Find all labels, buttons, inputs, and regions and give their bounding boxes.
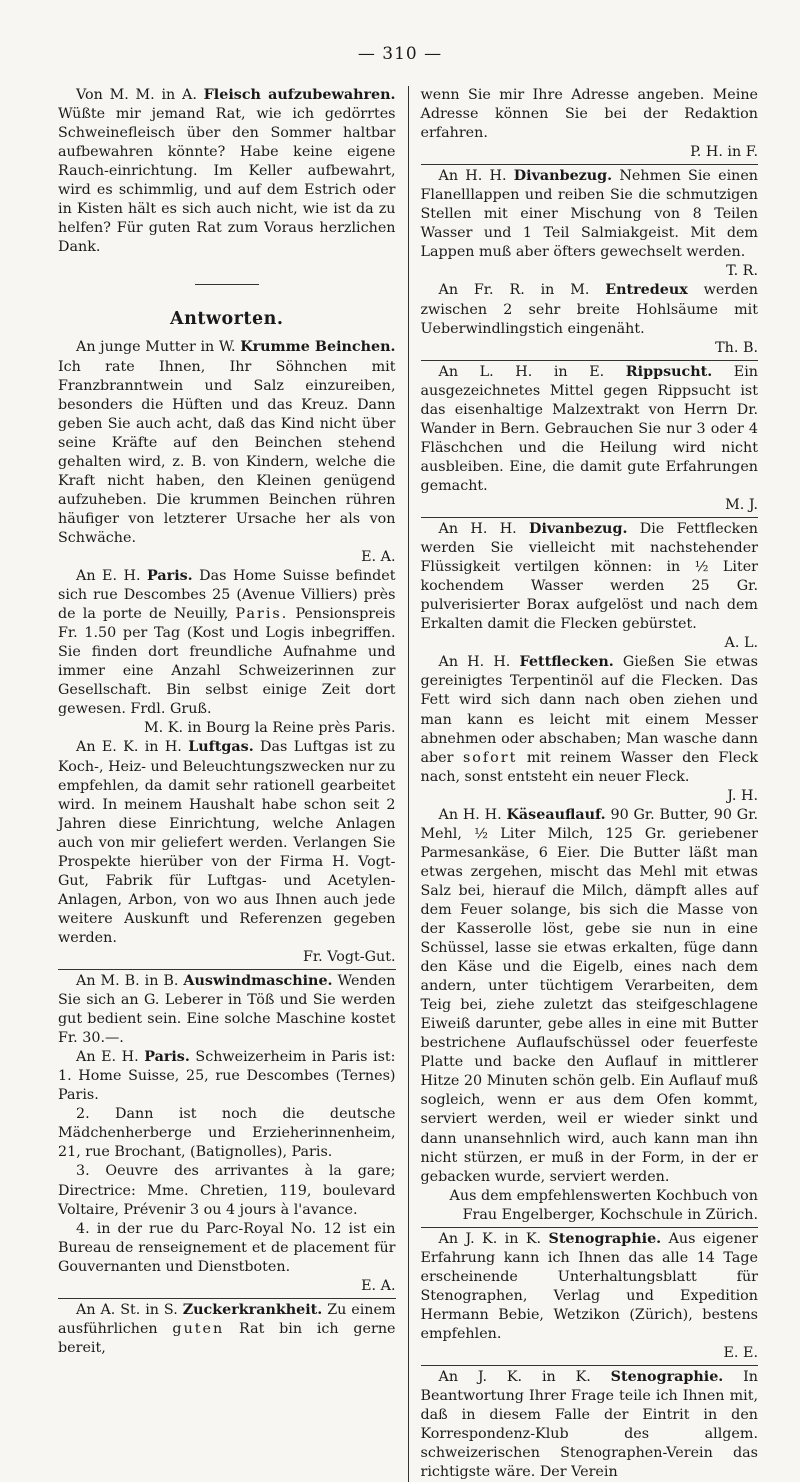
answer-prefix: An E. K. in H.	[76, 739, 182, 756]
answer-prefix: An L. H. in E.	[438, 363, 605, 380]
answer-divanbezug-2	[421, 520, 759, 653]
answer-topic: Paris.	[144, 1049, 190, 1066]
answer-luftgas	[58, 738, 396, 967]
question-topic: Fleisch aufzubewahren.	[203, 87, 396, 103]
answer-signature: P. H. in F.	[690, 144, 758, 161]
answer-krumme-beinchen	[58, 338, 396, 567]
answer-signature: J. H.	[727, 787, 758, 804]
list-item: 2. Dann ist noch die deutsche Mädchenherberge und Erzieherinnenheim, 21, rue Brochant, (Batignolles), Paris.	[58, 1106, 396, 1161]
list-item: 3. Oeuvre des arrivantes à la gare; Directrice: Mme. Chretien, 119, boulevard Voltaire, Prévenir 3 ou 4 jours à l'avance.	[58, 1163, 396, 1218]
divider	[421, 164, 759, 165]
answer-rippsucht	[421, 363, 759, 515]
recipe-source: Aus dem empfehlenswerten Kochbuch von Frau Engelberger, Kochschule in Zürich.	[449, 1187, 758, 1223]
divider	[58, 969, 396, 970]
answer-entredeux	[421, 281, 759, 357]
answer-topic: Auswindmaschine.	[183, 973, 333, 990]
answer-spaced-word: sofort	[462, 749, 518, 766]
answer-text: Das Home Suisse befindet sich rue Descombes 25 (Avenue Villiers) près de la porte de Neuilly,	[58, 568, 396, 623]
continued-answer	[421, 86, 759, 162]
divider	[421, 360, 759, 361]
answer-text: wenn Sie mir Ihre Adresse angeben. Meine Adresse können Sie bei der Redaktion erfahren.	[420, 87, 758, 142]
answer-prefix: An H. H.	[438, 521, 517, 538]
answer-text: mit reinem Wasser den Fleck nach, sonst entsteht ein neuer Fleck.	[420, 749, 758, 785]
answer-prefix: An H. H.	[438, 168, 507, 185]
answer-prefix: An J. K. in K.	[438, 1369, 591, 1386]
answer-spaced-word: Paris.	[235, 606, 289, 623]
answer-text: Nehmen Sie einen Flanelllappen und reiben Sie die schmutzigen Stellen mit einer Mischung von 8 Teilen Wasser und 1 Teil Salmiakgeist. Mit dem Lappen muß aber öfters gewechselt werden.	[420, 168, 759, 261]
answer-prefix: An junge Mutter in W.	[76, 339, 236, 356]
answer-auswindmaschine	[58, 972, 396, 1048]
answer-topic: Fettflecken.	[519, 654, 614, 671]
answer-prefix: An H. H.	[438, 806, 502, 823]
answer-topic: Zuckerkrankheit.	[182, 1301, 323, 1318]
page-number: — 310 —	[357, 44, 443, 64]
answer-topic: Divanbezug.	[529, 521, 628, 538]
answer-text: Rat bin ich gerne bereit,	[58, 1320, 396, 1356]
answer-text: Zu einem ausführlichen	[58, 1301, 396, 1337]
answers-heading: Antworten.	[170, 309, 284, 330]
answer-topic: Stenographie.	[548, 1230, 662, 1247]
answer-topic: Rippsucht.	[625, 363, 713, 380]
answer-prefix: An E. H.	[76, 1049, 139, 1066]
answer-text: In Beantwortung Ihrer Frage teile ich Ihnen mit, daß in diesem Falle der Eintrit in den Korrespondenz-Klub des allgem. schweizerischen Stenographen-Verein das richtigste wäre. Der Verein	[420, 1369, 758, 1481]
answer-signature: E. A.	[361, 548, 396, 565]
answer-prefix: An H. H.	[438, 654, 511, 671]
answer-prefix: An E. H.	[76, 568, 141, 585]
question-text: Wüßte mir jemand Rat, wie ich gedörrtes Schweinefleisch über den Sommer haltbar aufbewahren könnte? Habe keine eigene Rauch-einrichtung. Im Keller aufbewahrt, wird es schimmlig, und auf dem Estrich oder in Kisten hält es sich auch nicht, wie ist da zu helfen? Für guten Rat zum Voraus herzlichen Dank.	[58, 106, 396, 256]
answer-zuckerkrankheit	[58, 1301, 396, 1358]
answer-text: Gießen Sie etwas gereinigtes Terpentinöl auf die Flecken. Das Fett wird sich dann nach oben ziehen und man kann es leicht mit einem Messer abnehmen oder abschaben; Man wasche dann aber	[420, 654, 759, 766]
answer-text: Das Luftgas ist zu Koch-, Heiz- und Beleuchtungszwecken nur zu empfehlen, da damit sehr rationell gearbeitet wird. In meinem Haushalt habe schon seit 2 Jahren diese Einrichtung, welche Anlagen auch von mir geliefert werden. Verlangen Sie Prospekte hierüber von der Firma H. Vogt-Gut, Fabrik für Luftgas- und Acetylen-Anlagen, Arbon, von wo aus Ihnen auch jede weitere Auskunft und Referenzen gegeben werden.	[58, 739, 396, 946]
section-separator	[195, 284, 259, 285]
answer-kaeseauflauf	[421, 806, 759, 1187]
answer-paris-1	[58, 567, 396, 738]
answer-text: Wenden Sie sich an G. Leberer in Töß und Sie werden gut bedient sein. Eine solche Maschine kostet Fr. 30.—.	[58, 973, 396, 1047]
answer-topic: Entredeux	[605, 282, 688, 299]
answer-text: Schweizerheim in Paris ist: 1. Home Suisse, 25, rue Descombes (Ternes) Paris.	[58, 1049, 396, 1104]
answer-fettflecken	[421, 653, 759, 805]
answer-signature: Th. B.	[715, 339, 758, 356]
answer-topic: Krumme Beinchen.	[240, 339, 396, 356]
answer-text: Ich rate Ihnen, Ihr Söhnchen mit Franzbranntwein und Salz einzureiben, besonders die Hüften und das Kreuz. Dann geben Sie auch acht, daß das Kind nicht über seine Kräfte auf den Beinchen stehend gehalten wird, z. B. von Kindern, welche die Kraft nicht haben, den Kleinen genügend aufzuheben. Die krummen Beinchen rühren häufiger von letzterer Ursache her als von Schwäche.	[58, 358, 396, 546]
answer-signature: M. K. in Bourg la Reine près Paris.	[144, 720, 396, 737]
columns	[58, 86, 758, 1482]
answer-text: Ein ausgezeichnetes Mittel gegen Rippsucht ist das eisenhaltige Malzextrakt von Herrn Dr. Wander in Bern. Gebrauchen Sie nur 3 oder 4 Fläschchen und die Heilung wird nicht ausbleiben. Eine, die damit gute Erfahrungen gemacht.	[420, 363, 759, 494]
answer-prefix: An M. B. in B.	[76, 973, 179, 990]
question-fleisch	[58, 86, 396, 257]
answer-paris-2	[58, 1048, 396, 1105]
answer-prefix: An Fr. R. in M.	[438, 282, 590, 299]
answer-stenographie-1	[421, 1230, 759, 1363]
answer-divanbezug-1	[421, 167, 759, 281]
right-column	[409, 86, 759, 1482]
divider	[421, 1227, 759, 1228]
question-prefix: Von M. M. in A.	[76, 87, 197, 103]
answer-prefix: An J. K. in K.	[438, 1230, 542, 1247]
answer-signature: M. J.	[725, 496, 758, 513]
list-item-text: 4. in der rue du Parc-Royal No. 12 ist ein Bureau de renseignement et de placement für Gouvernanten und Dienstboten.	[58, 1220, 396, 1275]
answer-text: 90 Gr. Butter, 90 Gr. Mehl, ½ Liter Milch, 125 Gr. geriebener Parmesankäse, 6 Eier. Die Butter läßt man etwas zergehen, mischt das Mehl mit etwas Salz bei, hierauf die Milch, dämpft alles auf dem Feuer solange, bis sich die Masse von der Kasserolle löst, gebe sie nun in eine Schüssel, lasse sie etwas erkalten, füge dann den Käse und die Eigelb, eines nach dem andern, unter tüchtigem Verarbeiten, dem Teig bei, ziehe zuletzt das steifgeschlagene Eiweiß darunter, gebe alles in eine mit Butter bestrichene Auflaufschüssel oder feuerfeste Platte und backe den Auflauf in mittlerer Hitze 20 Minuten schön gelb. Ein Auflauf muß sogleich, wenn er aus dem Ofen kommt, serviert werden, weil er wieder sinkt und dann unansehnlich wird, auch kann man ihn nicht stürzen, er muß in der Form, in der er gebacken wurde, serviert werden.	[420, 806, 759, 1185]
answer-spaced-word: guten	[172, 1320, 225, 1337]
answer-text: Pensionspreis Fr. 1.50 per Tag (Kost und Logis inbegriffen. Sie finden dort freundliche Aufnahme und immer eine Anzahl Schweizerinnen zur Gesellschaft. Bin selbst einige Zeit dort gewesen. Frdl. Gruß.	[58, 606, 396, 718]
answer-text: Die Fettflecken werden Sie vielleicht mit nachstehender Flüssigkeit vertilgen können: in ½ Liter kochendem Wasser werden 25 Gr. pulverisierter Borax aufgelöst und nach dem Erkalten damit die Flecken gebürstet.	[420, 521, 758, 633]
answer-topic: Käseauflauf.	[506, 806, 606, 823]
answer-topic: Paris.	[147, 568, 193, 585]
answer-stenographie-2	[421, 1368, 759, 1482]
divider	[421, 517, 759, 518]
answer-signature: E. A.	[361, 1277, 396, 1294]
answer-text: werden zwischen 2 sehr breite Hohlsäume mit Ueberwindlingstich eingenäht.	[420, 282, 758, 337]
answer-topic: Stenographie.	[610, 1369, 724, 1386]
answer-signature: E. E.	[723, 1345, 758, 1362]
left-column	[58, 86, 409, 1482]
divider	[421, 1365, 759, 1366]
answer-topic: Divanbezug.	[513, 168, 613, 185]
answer-prefix: An A. St. in S.	[76, 1301, 178, 1318]
answer-signature: A. L.	[724, 635, 758, 652]
divider	[58, 1298, 396, 1299]
answer-text: Aus eigener Erfahrung kann ich Ihnen das alle 14 Tage erscheinende Unterhaltungsblatt für Stenographen, Verlag und Expedition Hermann Bebie, Wetzikon (Zürich), bestens empfehlen.	[420, 1230, 759, 1342]
answer-topic: Luftgas.	[188, 739, 254, 756]
answer-signature: Fr. Vogt-Gut.	[302, 948, 396, 965]
list-item	[58, 1220, 396, 1296]
answer-signature: T. R.	[726, 263, 758, 280]
